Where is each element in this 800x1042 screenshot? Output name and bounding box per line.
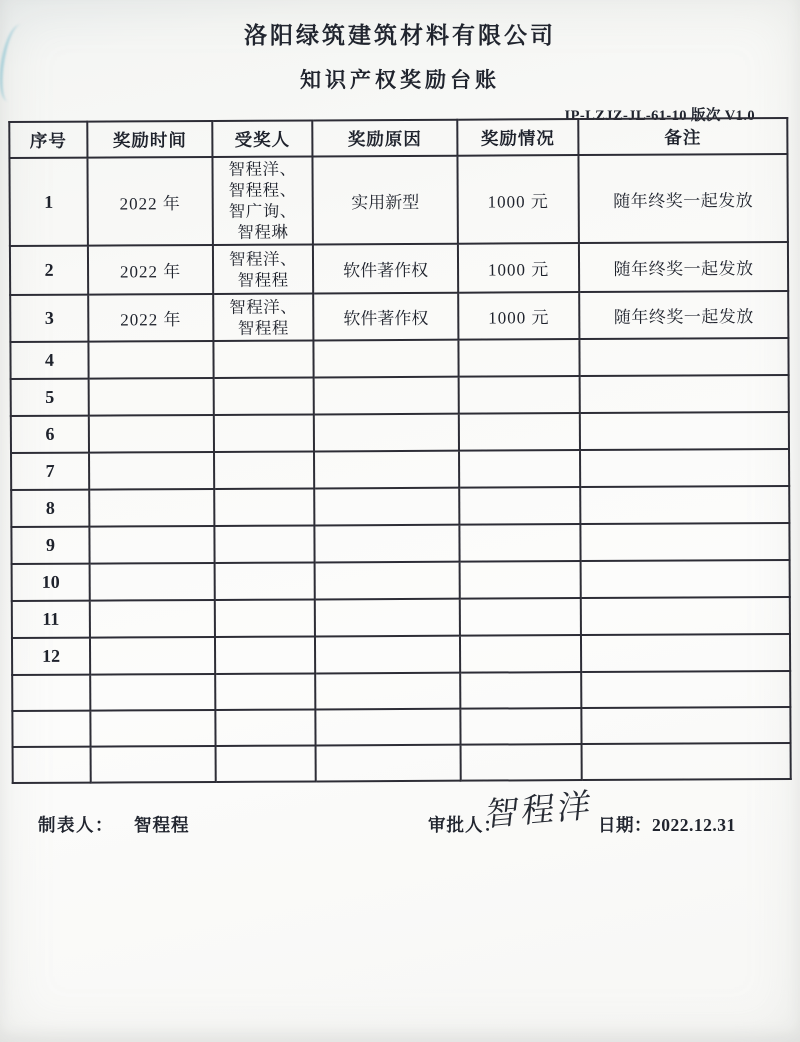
cell-no: 9 xyxy=(11,527,89,564)
cell-reason xyxy=(314,377,459,415)
cell-no: 10 xyxy=(12,564,90,601)
cell-no: 7 xyxy=(11,453,89,490)
cell-awardee xyxy=(215,636,315,674)
header-cell-no: 序号 xyxy=(9,122,87,158)
cell-awardee xyxy=(214,525,314,563)
cell-awardee: 智程洋、 智程程 xyxy=(213,293,313,341)
cell-reason: 实用新型 xyxy=(312,156,457,245)
header-cell-amount: 奖励情况 xyxy=(457,119,578,156)
cell-amount xyxy=(459,450,580,488)
cell-awardee xyxy=(216,745,316,782)
table-row xyxy=(11,412,789,453)
cell-no: 4 xyxy=(10,342,88,379)
cell-no: 11 xyxy=(12,601,90,638)
footer xyxy=(0,785,800,876)
cell-awardee: 智程洋、 智程程、 智广询、 智程琳 xyxy=(212,156,312,245)
cell-awardee xyxy=(215,673,315,710)
cell-awardee: 智程洋、 智程程 xyxy=(213,244,313,294)
cell-note: 随年终奖一起发放 xyxy=(579,242,788,292)
preparer xyxy=(38,812,190,837)
table-row xyxy=(12,671,790,711)
cell-no: 8 xyxy=(11,490,89,527)
cell-no: 2 xyxy=(10,246,88,295)
cell-reason xyxy=(315,673,460,710)
cell-no: 3 xyxy=(10,295,88,342)
doc-number: IP-LZJZ-JL-61-10 版次 V1.0 xyxy=(564,108,755,124)
cell-note xyxy=(581,560,790,598)
date-value: 2022.12.31 xyxy=(652,815,736,835)
form-title: 知识产权奖励台账 xyxy=(300,68,500,92)
approver-label: 审批人： xyxy=(428,815,502,835)
cell-time: 2022 年 xyxy=(87,157,212,246)
cell-amount: 1000 元 xyxy=(457,155,578,244)
cell-note xyxy=(580,523,789,561)
cell-reason xyxy=(315,562,460,600)
approver-signature: 智程洋 xyxy=(483,785,596,834)
cell-amount xyxy=(460,635,581,673)
cell-reason xyxy=(315,709,460,746)
header-cell-awardee: 受奖人 xyxy=(212,120,312,157)
cell-time xyxy=(90,563,215,601)
cell-time xyxy=(89,378,214,416)
table-row xyxy=(11,449,789,490)
table-row xyxy=(9,154,787,246)
cell-reason xyxy=(316,745,461,782)
cell-time xyxy=(89,526,214,564)
cell-no: 5 xyxy=(11,379,89,416)
cell-amount xyxy=(459,413,580,451)
cell-awardee xyxy=(214,414,314,452)
table-header-row xyxy=(9,118,787,158)
cell-time xyxy=(90,674,215,711)
cell-amount xyxy=(459,524,580,562)
cell-awardee xyxy=(213,340,313,378)
cell-amount xyxy=(460,598,581,636)
cell-awardee xyxy=(214,488,314,526)
cell-no xyxy=(13,747,91,783)
cell-note xyxy=(581,707,790,744)
cell-time: 2022 年 xyxy=(88,294,213,342)
cell-amount xyxy=(458,339,579,377)
table-row xyxy=(10,338,788,379)
cell-amount xyxy=(460,672,581,709)
cell-reason xyxy=(314,488,459,526)
cell-note xyxy=(579,338,788,376)
preparer-name: 智程程 xyxy=(134,815,190,835)
cell-time xyxy=(91,746,216,783)
cell-reason: 软件著作权 xyxy=(313,293,458,341)
cell-note xyxy=(581,597,790,635)
table-row xyxy=(12,560,790,601)
cell-note xyxy=(580,449,789,487)
cell-time xyxy=(89,452,214,490)
cell-no: 6 xyxy=(11,416,89,453)
preparer-label: 制表人： xyxy=(38,815,114,835)
table-row xyxy=(11,486,789,527)
company-title: 洛阳绿筑建筑材料有限公司 xyxy=(244,23,556,48)
cell-awardee xyxy=(215,709,315,746)
cell-time xyxy=(89,489,214,527)
cell-note xyxy=(580,412,789,450)
cell-reason xyxy=(314,451,459,489)
table-row xyxy=(12,634,790,675)
cell-note xyxy=(581,671,790,708)
table-row xyxy=(10,291,788,342)
header-cell-time: 奖励时间 xyxy=(87,121,212,158)
table-row xyxy=(11,523,789,564)
cell-awardee xyxy=(214,451,314,489)
cell-time xyxy=(89,415,214,453)
cell-note xyxy=(581,634,790,672)
cell-reason xyxy=(315,599,460,637)
header-cell-note: 备注 xyxy=(578,118,787,155)
cell-awardee xyxy=(215,599,315,637)
cell-note xyxy=(582,743,791,780)
cell-note: 随年终奖一起发放 xyxy=(579,291,788,339)
cell-no xyxy=(12,711,90,747)
cell-reason: 软件著作权 xyxy=(313,244,458,294)
cell-time xyxy=(90,710,215,747)
table-row xyxy=(12,597,790,638)
date xyxy=(598,812,736,837)
cell-no: 12 xyxy=(12,638,90,675)
table-row xyxy=(13,743,791,783)
cell-awardee xyxy=(214,377,314,415)
cell-amount xyxy=(459,376,580,414)
cell-amount: 1000 元 xyxy=(458,292,579,340)
cell-amount xyxy=(461,744,582,781)
cell-reason xyxy=(314,525,459,563)
table-row xyxy=(11,375,789,416)
cell-note xyxy=(580,375,789,413)
cell-note xyxy=(580,486,789,524)
table-row xyxy=(12,707,790,747)
cell-awardee xyxy=(215,562,315,600)
header-cell-reason: 奖励原因 xyxy=(312,120,457,157)
cell-no: 1 xyxy=(9,158,87,246)
date-label: 日期： xyxy=(598,815,652,835)
cell-time xyxy=(90,600,215,638)
cell-reason xyxy=(315,636,460,674)
cell-amount xyxy=(459,487,580,525)
cell-time xyxy=(88,341,213,379)
table-row xyxy=(10,242,788,295)
cell-amount xyxy=(460,708,581,745)
cell-amount: 1000 元 xyxy=(458,243,579,293)
cell-reason xyxy=(314,414,459,452)
cell-amount xyxy=(460,561,581,599)
reward-ledger-table xyxy=(8,117,791,784)
cell-time: 2022 年 xyxy=(88,245,213,295)
cell-note: 随年终奖一起发放 xyxy=(578,154,787,243)
cell-reason xyxy=(313,340,458,378)
cell-time xyxy=(90,637,215,675)
cell-no xyxy=(12,675,90,711)
